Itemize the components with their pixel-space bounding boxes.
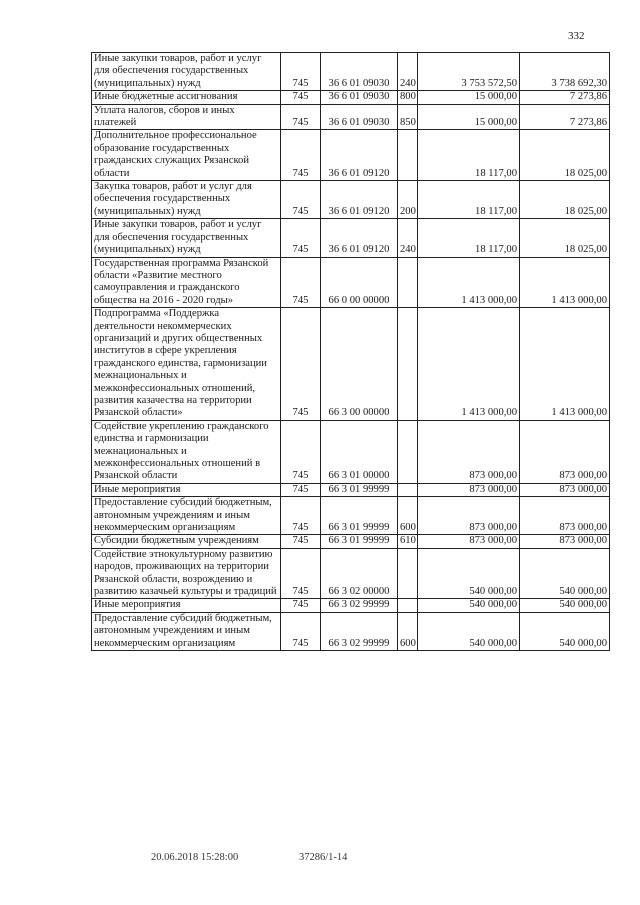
row-csr-cell: 36 6 01 09120 [321,219,398,257]
row-amount-2018-cell: 540 000,00 [418,548,520,599]
row-amount-executed-cell: 1 413 000,00 [520,308,610,421]
budget-table-body [92,53,610,651]
row-amount-2018-cell: 15 000,00 [418,104,520,130]
row-ved-cell: 745 [281,612,321,650]
row-vr-cell: 850 [398,104,418,130]
table-row [92,497,610,535]
row-ved-cell: 745 [281,599,321,612]
row-amount-executed-cell: 540 000,00 [520,599,610,612]
row-vr-cell: 200 [398,181,418,219]
table-row [92,130,610,181]
row-csr-cell: 36 6 01 09120 [321,130,398,181]
table-row [92,308,610,421]
row-amount-executed-cell: 3 738 692,30 [520,53,610,91]
row-name-cell: Иные закупки товаров, работ и услуг для обеспечения государственных (муниципальных) нужд [92,219,281,257]
row-vr-cell: 600 [398,497,418,535]
row-amount-executed-cell: 873 000,00 [520,483,610,496]
row-vr-cell: 800 [398,91,418,104]
row-csr-cell: 36 6 01 09030 [321,104,398,130]
row-csr-cell: 66 0 00 00000 [321,257,398,308]
row-ved-cell: 745 [281,53,321,91]
row-amount-2018-cell: 3 753 572,50 [418,53,520,91]
row-amount-executed-cell: 7 273,86 [520,91,610,104]
row-amount-executed-cell: 540 000,00 [520,612,610,650]
row-name-cell: Иные закупки товаров, работ и услуг для обеспечения государственных (муниципальных) нужд [92,53,281,91]
table-row [92,483,610,496]
row-amount-2018-cell: 873 000,00 [418,497,520,535]
row-amount-executed-cell: 540 000,00 [520,548,610,599]
row-ved-cell: 745 [281,497,321,535]
row-name-cell: Закупка товаров, работ и услуг для обеспечения государственных (муниципальных) нужд [92,181,281,219]
row-ved-cell: 745 [281,219,321,257]
row-ved-cell: 745 [281,535,321,548]
row-name-cell: Предоставление субсидий бюджетным, автономным учреждениям и иным некоммерческим организациям [92,612,281,650]
row-vr-cell [398,420,418,483]
row-name-cell: Иные мероприятия [92,483,281,496]
row-csr-cell: 36 6 01 09030 [321,53,398,91]
row-name-cell: Содействие этнокультурному развитию народов, проживающих на территории Рязанской области, возрождению и развитию казачьей культуры и традиций [92,548,281,599]
table-row [92,599,610,612]
row-amount-executed-cell: 18 025,00 [520,181,610,219]
row-vr-cell [398,483,418,496]
table-row [92,257,610,308]
table-row [92,612,610,650]
row-vr-cell: 240 [398,53,418,91]
row-amount-executed-cell: 18 025,00 [520,219,610,257]
footer-datetime: 20.06.2018 15:28:00 [151,852,239,863]
table-row [92,181,610,219]
row-amount-executed-cell: 873 000,00 [520,497,610,535]
row-amount-executed-cell: 7 273,86 [520,104,610,130]
row-amount-executed-cell: 18 025,00 [520,130,610,181]
row-csr-cell: 66 3 01 00000 [321,420,398,483]
row-amount-2018-cell: 18 117,00 [418,219,520,257]
table-row [92,104,610,130]
row-name-cell: Государственная программа Рязанской области «Развитие местного самоуправления и гражданского общества на 2016 - 2020 годы» [92,257,281,308]
row-name-cell: Субсидии бюджетным учреждениям [92,535,281,548]
row-amount-2018-cell: 873 000,00 [418,420,520,483]
row-name-cell: Содействие укреплению гражданского единства и гармонизации межнациональных и межконфессиональных отношений в Рязанской области [92,420,281,483]
row-vr-cell [398,548,418,599]
row-csr-cell: 66 3 02 00000 [321,548,398,599]
row-ved-cell: 745 [281,483,321,496]
row-ved-cell: 745 [281,257,321,308]
table-row [92,53,610,91]
row-ved-cell: 745 [281,548,321,599]
row-ved-cell: 745 [281,104,321,130]
table-row [92,219,610,257]
row-name-cell: Уплата налогов, сборов и иных платежей [92,104,281,130]
row-amount-2018-cell: 540 000,00 [418,612,520,650]
row-csr-cell: 66 3 01 99999 [321,497,398,535]
row-amount-executed-cell: 873 000,00 [520,535,610,548]
row-name-cell: Иные мероприятия [92,599,281,612]
row-amount-2018-cell: 873 000,00 [418,483,520,496]
row-vr-cell [398,308,418,421]
row-vr-cell [398,599,418,612]
row-name-cell: Дополнительное профессиональное образование государственных гражданских служащих Рязанской области [92,130,281,181]
row-amount-2018-cell: 873 000,00 [418,535,520,548]
page-number: 332 [568,30,585,42]
row-csr-cell: 66 3 00 00000 [321,308,398,421]
row-amount-executed-cell: 873 000,00 [520,420,610,483]
table-row [92,91,610,104]
row-csr-cell: 36 6 01 09120 [321,181,398,219]
row-amount-executed-cell: 1 413 000,00 [520,257,610,308]
table-row [92,548,610,599]
row-csr-cell: 66 3 02 99999 [321,612,398,650]
row-ved-cell: 745 [281,308,321,421]
row-ved-cell: 745 [281,91,321,104]
row-amount-2018-cell: 18 117,00 [418,181,520,219]
row-vr-cell [398,257,418,308]
row-csr-cell: 66 3 01 99999 [321,535,398,548]
row-ved-cell: 745 [281,420,321,483]
row-amount-2018-cell: 1 413 000,00 [418,308,520,421]
row-amount-2018-cell: 540 000,00 [418,599,520,612]
row-csr-cell: 66 3 02 99999 [321,599,398,612]
row-vr-cell: 600 [398,612,418,650]
row-amount-2018-cell: 1 413 000,00 [418,257,520,308]
row-name-cell: Подпрограмма «Поддержка деятельности некоммерческих организаций и других общественных институтов в сфере укрепления гражданского единства, гармонизации межнациональных и межконфессиональных отношений, развития казачества на территории Рязанской области» [92,308,281,421]
row-ved-cell: 745 [281,181,321,219]
row-name-cell: Иные бюджетные ассигнования [92,91,281,104]
table-row [92,535,610,548]
row-name-cell: Предоставление субсидий бюджетным, автономным учреждениям и иным некоммерческим организациям [92,497,281,535]
row-amount-2018-cell: 18 117,00 [418,130,520,181]
budget-table [91,52,610,651]
row-csr-cell: 66 3 01 99999 [321,483,398,496]
row-csr-cell: 36 6 01 09030 [321,91,398,104]
footer-doc-code: 37286/1-14 [299,852,348,863]
row-vr-cell: 240 [398,219,418,257]
row-ved-cell: 745 [281,130,321,181]
row-vr-cell: 610 [398,535,418,548]
table-row [92,420,610,483]
row-vr-cell [398,130,418,181]
row-amount-2018-cell: 15 000,00 [418,91,520,104]
